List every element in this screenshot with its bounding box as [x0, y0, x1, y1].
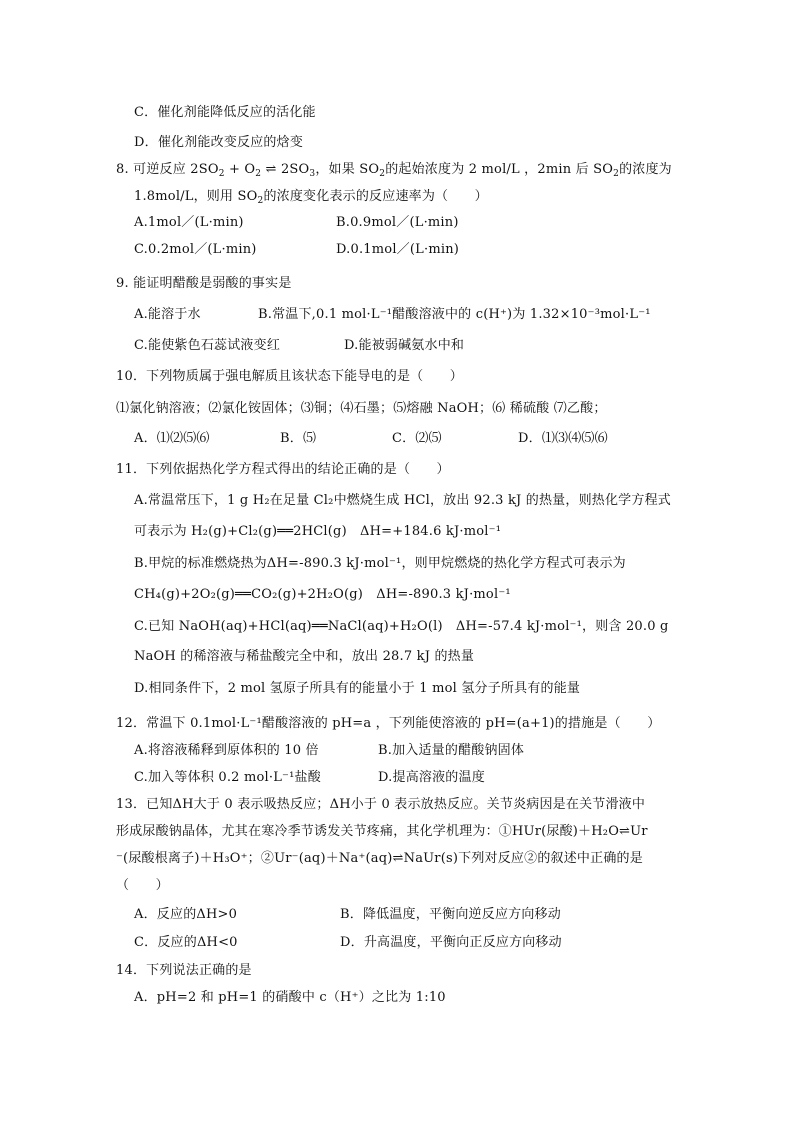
question-10-option-c: C．⑵⑸ [392, 431, 442, 446]
question-10-substances: ⑴氯化钠溶液；⑵氯化铵固体；⑶铜；⑷石墨；⑸熔融 NaOH；⑹ 稀硫酸 ⑺乙酸； [116, 401, 607, 416]
question-11-stem: 11．下列依据热化学方程式得出的结论正确的是（ ） [116, 462, 450, 477]
question-12-option-a: A.将溶液稀释到原体积的 10 倍 [134, 743, 319, 758]
question-13-option-a: A．反应的ΔH>0 [134, 907, 238, 922]
question-12-option-d: D.提高溶液的温度 [378, 770, 485, 785]
question-9-stem: 9. 能证明醋酸是弱酸的事实是 [116, 276, 292, 291]
question-12-option-c: C.加入等体积 0.2 mol·L⁻¹盐酸 [134, 770, 321, 785]
question-11-option-c-line1: C.已知 NaOH(aq)+HCl(aq)══NaCl(aq)+H₂O(l) ΔH=-57.4 kJ·mol⁻¹，则含 20.0 g [134, 619, 669, 634]
question-13-stem-line1: 13．已知ΔH大于 0 表示吸热反应；ΔH小于 0 表示放热反应。关节炎病因是在关节滑液中 [116, 797, 646, 812]
question-8-option-d: D.0.1mol／(L·min) [336, 242, 460, 257]
question-12-option-b: B.加入适量的醋酸钠固体 [378, 743, 525, 758]
question-11-option-a-line2: 可表示为 H₂(g)+Cl₂(g)══2HCl(g) ΔH=+184.6 kJ·mol⁻¹ [134, 524, 502, 539]
question-12-stem: 12．常温下 0.1mol·L⁻¹醋酸溶液的 pH=a ，下列能使溶液的 pH=(a+1)的措施是（ ） [116, 716, 661, 731]
question-10-option-d: D．⑴⑶⑷⑸⑹ [518, 431, 608, 446]
question-13-option-b: B．降低温度，平衡向逆反应方向移动 [340, 907, 561, 922]
question-14-option-a: A．pH=2 和 pH=1 的硝酸中 c（H⁺）之比为 1:10 [134, 990, 446, 1005]
question-9-option-b: B.常温下,0.1 mol·L⁻¹醋酸溶液中的 c(H⁺)为 1.32×10⁻³mol·L⁻¹ [258, 307, 651, 322]
question-8-stem: 8. 可逆反应 $2SO_2 + O_2$ ⇌ $2SO_3$，如果 $SO_2$的起始浓度为 2 mol/L ，2min 后 $SO_2$的浓度为 [116, 162, 672, 179]
question-11-option-a-line1: A.常温常压下，1 g H₂在足量 Cl₂中燃烧生成 HCl，放出 92.3 kJ 的热量，则热化学方程式 [134, 493, 671, 508]
question-13-option-d: D．升高温度，平衡向正反应方向移动 [340, 935, 562, 950]
question-13-stem-line3: ⁻(尿酸根离子)＋H₃O⁺；②Ur⁻(aq)＋Na⁺(aq)⇌NaUr(s)下列对反应②的叙述中正确的是 [116, 851, 643, 866]
question-10-option-a: A．⑴⑵⑸⑹ [134, 431, 210, 446]
question-10-stem: 10．下列物质属于强电解质且该状态下能导电的是（ ） [116, 369, 463, 384]
question-11-option-d: D.相同条件下，2 mol 氢原子所具有的能量小于 1 mol 氢分子所具有的能量 [134, 681, 581, 696]
question-8-option-a: A.1mol／(L·min) [134, 215, 244, 230]
question-9-option-d: D.能被弱碱氨水中和 [344, 338, 465, 353]
option-c-catalyst: C．催化剂能降低反应的活化能 [134, 105, 316, 120]
question-9-option-a: A.能溶于水 [134, 307, 201, 322]
question-8-option-b: B.0.9mol／(L·min) [336, 215, 459, 230]
question-13-stem-line4: （ ） [116, 878, 169, 893]
option-d-catalyst: D．催化剂能改变反应的焓变 [134, 135, 304, 150]
question-11-option-b-line1: B.甲烷的标准燃烧热为ΔH=-890.3 kJ·mol⁻¹，则甲烷燃烧的热化学方程式可表示为 [134, 556, 626, 571]
question-13-stem-line2: 形成尿酸钠晶体，尤其在寒冷季节诱发关节疼痛，其化学机理为：①HUr(尿酸)＋H₂O⇌Ur [116, 824, 648, 839]
question-14-stem: 14．下列说法正确的是 [116, 963, 252, 978]
question-9-option-c: C.能使紫色石蕊试液变红 [134, 338, 281, 353]
question-8-option-c: C.0.2mol／(L·min) [134, 242, 257, 257]
question-10-option-b: B．⑸ [280, 431, 317, 446]
question-11-option-c-line2: NaOH 的稀溶液与稀盐酸完全中和，放出 28.7 kJ 的热量 [134, 649, 475, 664]
question-13-option-c: C．反应的ΔH<0 [134, 935, 238, 950]
question-8-stem-cont: 1.8mol/L，则用 $SO_2$的浓度变化表示的反应速率为（ ） [134, 189, 488, 206]
question-11-option-b-line2: CH₄(g)+2O₂(g)══CO₂(g)+2H₂O(g) ΔH=-890.3 kJ·mol⁻¹ [134, 587, 511, 602]
